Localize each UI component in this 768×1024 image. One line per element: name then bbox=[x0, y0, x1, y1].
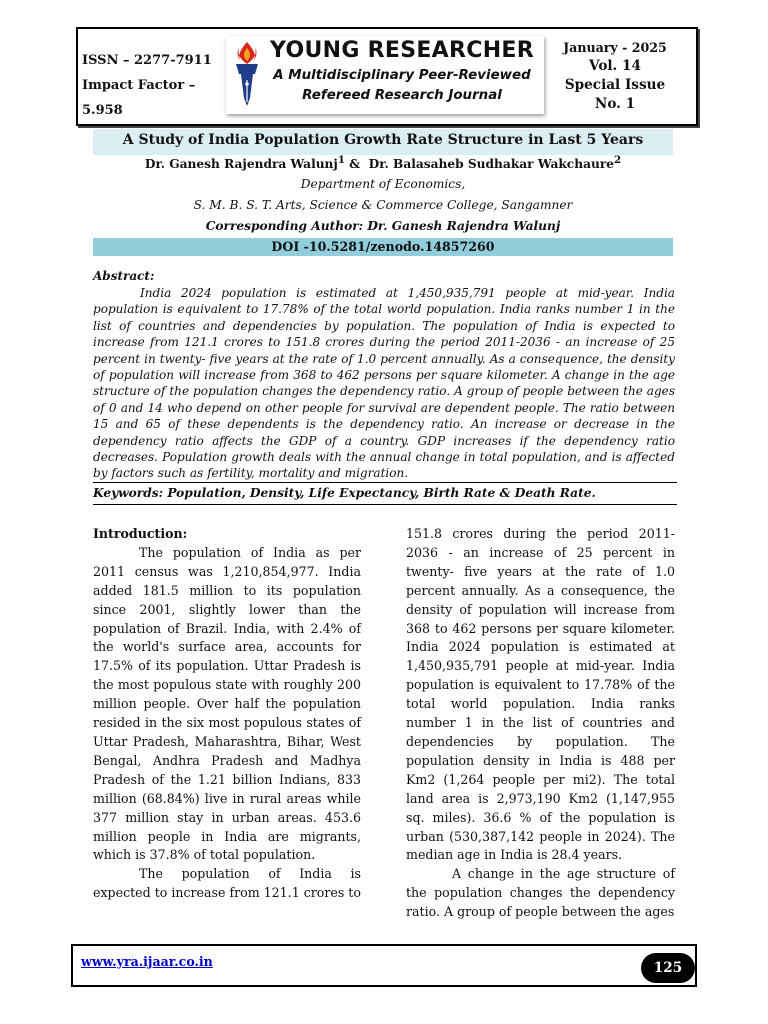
right-paragraph-2: A change in the age structure of the population changes the dependency ratio. A group of people between the ages bbox=[406, 866, 675, 920]
right-paragraph-1: 151.8 crores during the period 2011-2036 - an increase of 25 percent in twenty- five years at the rate of 1.0 percent annually. As a consequence, the density of population will increase from 368 to 462 persons per square kilometer. India 2024 population is estimated at 1,450,935,791 people at mid-year. India population is equivalent to 17.78% of the total world population. India ranks number 1 in the list of countries and dependencies by population. The population density in India is 488 per Km2 (1,264 people per mi2). The total land area is 2,973,190 Km2 (1,147,955 sq. miles). 36.6 % of the population is urban (530,387,142 people in 2024). The median age in India is 28.4 years. bbox=[406, 526, 675, 863]
impact-factor: Impact Factor – 5.958 bbox=[82, 78, 196, 118]
special-issue: Special Issue bbox=[564, 77, 666, 93]
journal-name: YOUNG RESEARCHER bbox=[270, 38, 534, 63]
paper-title: A Study of India Population Growth Rate Structure in Last 5 Years bbox=[122, 132, 644, 148]
journal-banner bbox=[226, 36, 544, 114]
issue-number: No. 1 bbox=[594, 96, 636, 112]
author-2-affil: 2 bbox=[614, 154, 622, 166]
issn: ISSN – 2277-7911 bbox=[82, 53, 212, 68]
issue-date: January - 2025 bbox=[563, 40, 667, 55]
journal-subtitle-1: A Multidisciplinary Peer-Reviewed bbox=[273, 68, 531, 83]
author-2: Dr. Balasaheb Sudhakar Wakchaure bbox=[368, 157, 615, 172]
author-1-affil: 1 bbox=[337, 154, 345, 166]
website-link[interactable]: www.yra.ijaar.co.in bbox=[81, 954, 213, 969]
volume: Vol. 14 bbox=[589, 58, 641, 74]
keywords: Keywords: Population, Density, Life Expectancy, Birth Rate & Death Rate. bbox=[93, 486, 596, 500]
author-separator: & bbox=[344, 157, 369, 172]
keywords-rule-bottom bbox=[93, 504, 677, 505]
author-1: Dr. Ganesh Rajendra Walunj bbox=[144, 157, 338, 172]
corresponding-author: Corresponding Author: Dr. Ganesh Rajendra Walunj bbox=[205, 219, 561, 233]
authors bbox=[93, 154, 673, 171]
department: Department of Economics, bbox=[300, 177, 466, 191]
page-number: 125 bbox=[641, 953, 695, 983]
column-right bbox=[406, 525, 675, 922]
doi[interactable]: DOI -10.5281/zenodo.14857260 bbox=[271, 239, 495, 254]
header-right bbox=[556, 38, 674, 114]
abstract-label: Abstract: bbox=[93, 269, 155, 283]
college: S. M. B. S. T. Arts, Science & Commerce College, Sangamner bbox=[193, 198, 573, 212]
keywords-rule-top bbox=[93, 482, 677, 483]
header-left bbox=[82, 48, 222, 123]
intro-paragraph-1: The population of India as per 2011 census was 1,210,854,977. India added 181.5 million to its population since 2001, slightly lower than the population of Brazil. India, with 2.4% of the world's surface area, accounts for 17.5% of its population. Uttar Pradesh is the most populous state with roughly 200 million people. Over half the population resided in the six most populous states of Uttar Pradesh, Maharashtra, Bihar, West Bengal, Andhra Pradesh and Madhya Pradesh of the 1.21 billion Indians, 833 million (68.84%) live in rural areas while 377 million stay in urban areas. 453.6 million people in India are migrants, which is 37.8% of total population. bbox=[93, 544, 361, 863]
column-left bbox=[93, 525, 361, 903]
journal-subtitle-2: Refereed Research Journal bbox=[302, 88, 502, 103]
intro-paragraph-2: The population of India is expected to increase from 121.1 crores to bbox=[93, 866, 361, 901]
intro-heading: Introduction: bbox=[93, 526, 188, 541]
abstract-text: India 2024 population is estimated at 1,450,935,791 people at mid-year. India population is equivalent to 17.78% of the total world population. India ranks number 1 in the list of countries and dependencies by population. The population of India is expected to increase from 121.1 crores to 151.8 crores during the period 2011-2036 - an increase of 25 percent in twenty- five years at the rate of 1.0 percent annually. As a consequence, the density of population will increase from 368 to 462 persons per square kilometer. A change in the age structure of the population changes the dependency ratio. A group of people between the ages of 0 and 14 who depend on other people for survival are dependent people. The ratio between 15 and 65 of these dependents is the dependency ratio. An increase or decrease in the dependency ratio affects the GDP of a country. GDP increases if the dependency ratio decreases. Population growth deals with the annual change in total population, and is affected by factors such as fertility, mortality and migration. bbox=[93, 286, 675, 481]
